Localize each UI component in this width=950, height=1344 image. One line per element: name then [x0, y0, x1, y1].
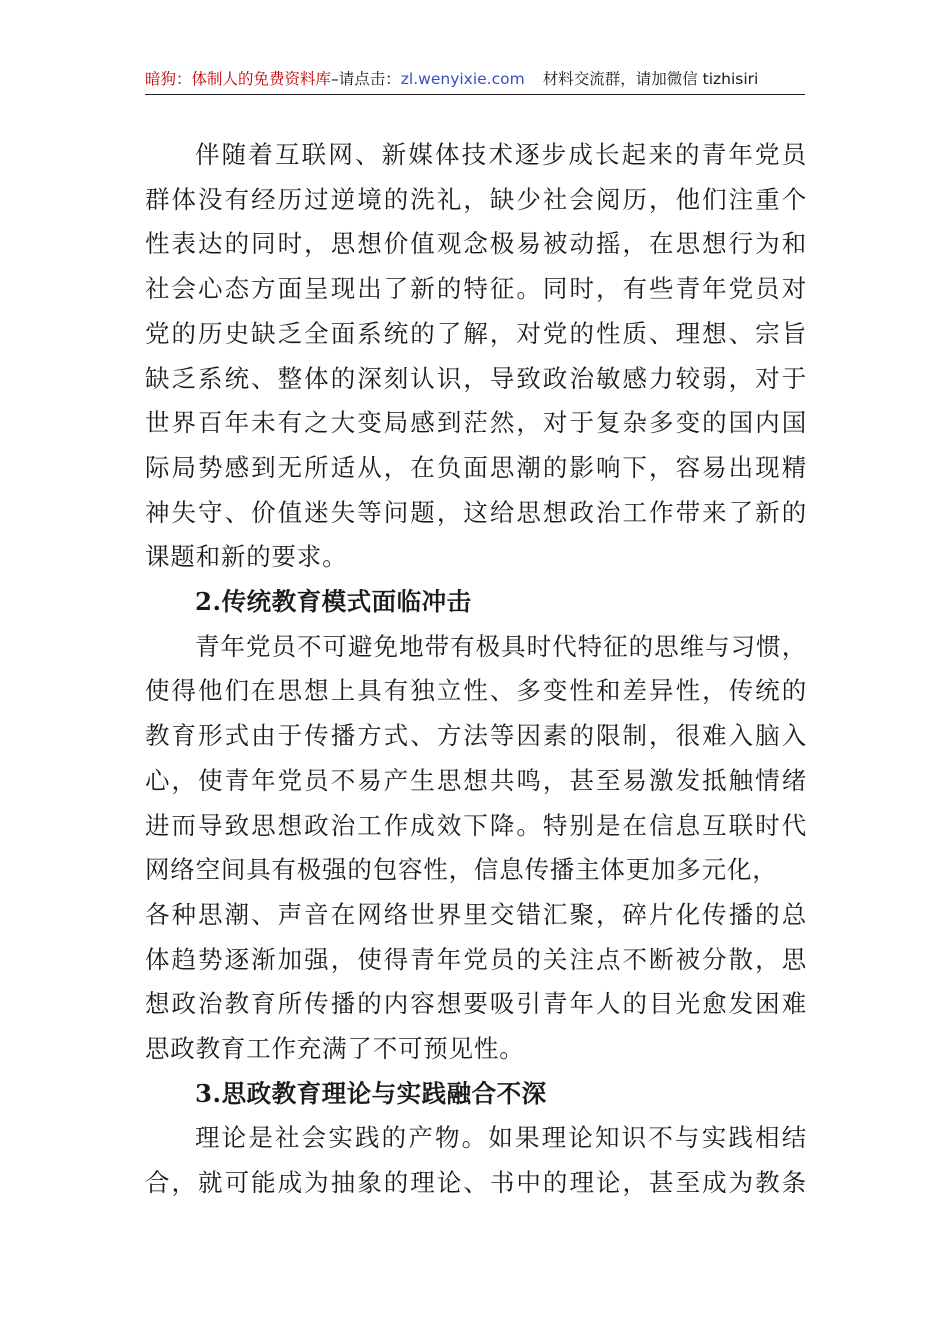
paragraph-2-line: 心，使青年党员不易产生思想共鸣，甚至易激发抵触情绪 — [145, 765, 807, 795]
section-heading-3: 3.思政教育理论与实践融合不深 — [195, 1078, 547, 1108]
paragraph-2-line: 思政教育工作充满了不可预见性。 — [145, 1034, 525, 1064]
paragraph-3 — [145, 1116, 807, 1205]
header-prompt: –请点击： — [331, 70, 401, 88]
paragraph-1-line: 党的历史缺乏全面系统的了解，对党的性质、理想、宗旨 — [145, 318, 807, 348]
paragraph-1-line: 伴随着互联网、新媒体技术逐步成长起来的青年党员 — [195, 140, 807, 169]
paragraph-2-line: 体趋势逐渐加强，使得青年党员的关注点不断被分散，思 — [145, 944, 807, 974]
paragraph-2-line: 想政治教育所传播的内容想要吸引青年人的目光愈发困难 — [145, 989, 807, 1019]
section-heading-2: 2.传统教育模式面临冲击 — [195, 587, 472, 617]
paragraph-2-line: 进而导致思想政治工作成效下降。特别是在信息互联时代 — [145, 810, 807, 840]
paragraph-1 — [145, 133, 807, 580]
paragraph-2-line: 青年党员不可避免地带有极具时代特征的思维与习惯， — [195, 631, 807, 661]
paragraph-1-line: 社会心态方面呈现出了新的特征。同时，有些青年党员对 — [145, 274, 807, 304]
paragraph-1-line: 课题和新的要求。 — [145, 542, 348, 572]
paragraph-1-line: 性表达的同时，思想价值观念极易被动摇，在思想行为和 — [145, 229, 807, 259]
paragraph-2-line: 各种思潮、声音在网络世界里交错汇聚，碎片化传播的总 — [145, 899, 807, 929]
document-header — [145, 64, 805, 95]
paragraph-2 — [145, 625, 807, 1072]
paragraph-3-line: 合，就可能成为抽象的理论、书中的理论，甚至成为教条 — [145, 1168, 807, 1198]
header-wechat-note: 材料交流群，请加微信 tizhisiri — [542, 70, 759, 88]
paragraph-1-line: 群体没有经历过逆境的洗礼，缺少社会阅历，他们注重个 — [145, 184, 807, 214]
document-body — [145, 133, 807, 1206]
paragraph-2-line: 使得他们在思想上具有独立性、多变性和差异性，传统的 — [145, 676, 807, 706]
paragraph-3-line: 理论是社会实践的产物。如果理论知识不与实践相结 — [195, 1123, 807, 1153]
paragraph-1-line: 世界百年未有之大变局感到茫然，对于复杂多变的国内国 — [145, 408, 807, 438]
header-brand-link[interactable]: 暗狗：体制人的免费资料库 — [145, 70, 332, 88]
paragraph-1-line: 际局势感到无所适从，在负面思潮的影响下，容易出现精 — [145, 452, 807, 482]
paragraph-2-line: 教育形式由于传播方式、方法等因素的限制，很难入脑入 — [145, 721, 807, 751]
header-site-link[interactable]: zl.wenyixie.com — [400, 70, 525, 88]
paragraph-2-line: 网络空间具有极强的包容性，信息传播主体更加多元化， — [145, 855, 778, 885]
paragraph-1-line: 缺乏系统、整体的深刻认识，导致政治敏感力较弱，对于 — [145, 363, 807, 393]
paragraph-1-line: 神失守、价值迷失等问题，这给思想政治工作带来了新的 — [145, 497, 807, 527]
